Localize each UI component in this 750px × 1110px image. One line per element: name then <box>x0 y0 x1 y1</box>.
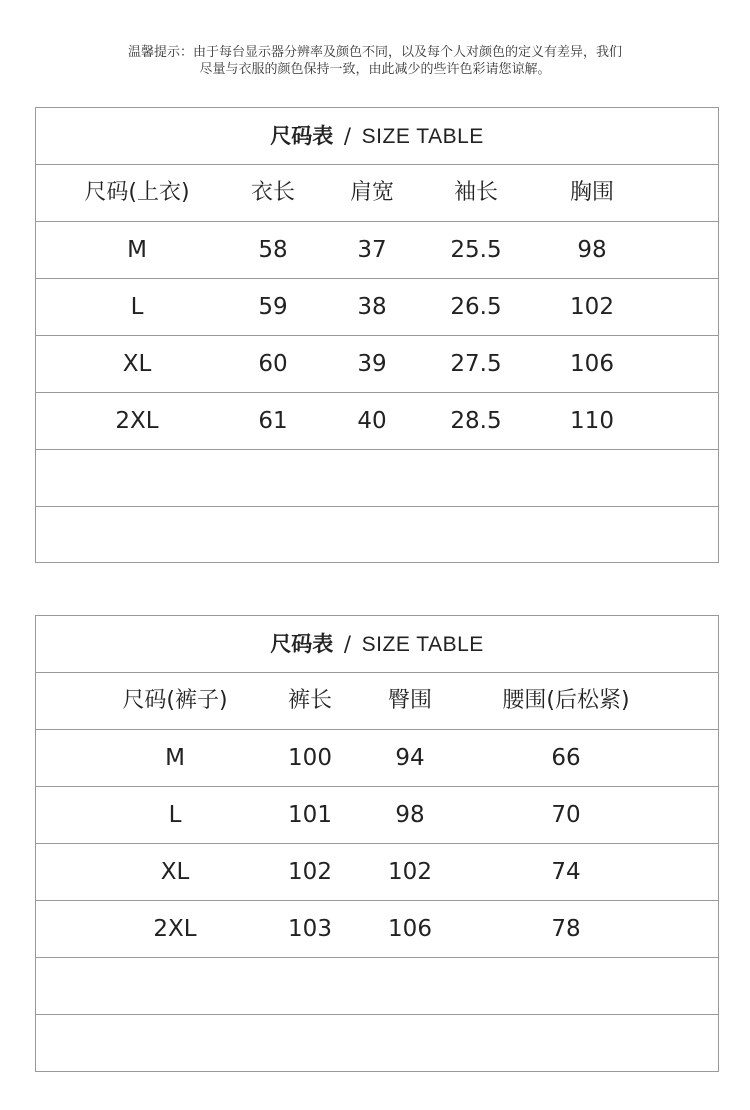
value-cell: 39 <box>357 351 387 377</box>
empty-row <box>36 1015 718 1071</box>
value-cell: 26.5 <box>450 294 502 320</box>
value-cell: 101 <box>288 802 332 828</box>
value-cell: 102 <box>570 294 614 320</box>
value-cell: 58 <box>258 237 288 263</box>
top-title-en: SIZE TABLE <box>361 125 484 148</box>
bottom-header-hip: 臀围 <box>387 688 433 713</box>
top-table-title <box>36 108 718 165</box>
top-header-sleeve: 袖长 <box>453 180 499 205</box>
bottom-size-table <box>35 615 719 1072</box>
value-cell: 70 <box>551 802 581 828</box>
table-row <box>36 393 718 450</box>
value-cell: 60 <box>258 351 288 377</box>
value-cell: 100 <box>288 745 332 771</box>
value-cell: 59 <box>258 294 288 320</box>
notice-line-1: 温馨提示：由于每台显示器分辨率及颜色不同，以及每个人对颜色的定义有差异，我们 <box>127 45 622 60</box>
top-header-length: 衣长 <box>250 180 296 205</box>
size-cell: M <box>127 237 147 263</box>
table-row <box>36 787 718 844</box>
size-cell: XL <box>122 351 152 377</box>
value-cell: 25.5 <box>450 237 502 263</box>
value-cell: 103 <box>288 916 332 942</box>
size-cell: L <box>130 294 144 320</box>
table-row <box>36 279 718 336</box>
size-cell: M <box>165 745 185 771</box>
value-cell: 40 <box>357 408 387 434</box>
size-cell: 2XL <box>115 408 159 434</box>
bottom-header-size: 尺码(裤子) <box>122 688 228 713</box>
value-cell: 78 <box>551 916 581 942</box>
value-cell: 37 <box>357 237 387 263</box>
value-cell: 94 <box>395 745 425 771</box>
top-header-chest: 胸围 <box>569 180 615 205</box>
value-cell: 102 <box>288 859 332 885</box>
bottom-header-row <box>36 673 718 730</box>
value-cell: 98 <box>577 237 607 263</box>
top-header-size: 尺码(上衣) <box>84 180 190 205</box>
table-row <box>36 730 718 787</box>
top-title-cn: 尺码表 <box>270 124 334 148</box>
value-cell: 27.5 <box>450 351 502 377</box>
notice <box>0 44 750 78</box>
value-cell: 74 <box>551 859 581 885</box>
empty-row <box>36 507 718 563</box>
top-header-row <box>36 165 718 222</box>
value-cell: 38 <box>357 294 387 320</box>
bottom-table-title <box>36 616 718 673</box>
size-cell: 2XL <box>153 916 197 942</box>
bottom-title-cn: 尺码表 <box>270 632 334 656</box>
value-cell: 98 <box>395 802 425 828</box>
bottom-header-pant-length: 裤长 <box>287 688 333 713</box>
top-header-shoulder: 肩宽 <box>349 180 395 205</box>
table-row <box>36 901 718 958</box>
value-cell: 106 <box>570 351 614 377</box>
table-row <box>36 222 718 279</box>
value-cell: 66 <box>551 745 581 771</box>
empty-row <box>36 450 718 507</box>
size-cell: XL <box>160 859 190 885</box>
size-cell: L <box>168 802 182 828</box>
table-row <box>36 844 718 901</box>
table-row <box>36 336 718 393</box>
value-cell: 28.5 <box>450 408 502 434</box>
bottom-title-en: SIZE TABLE <box>361 633 484 656</box>
bottom-title-separator: / <box>343 632 351 656</box>
top-size-table <box>35 107 719 563</box>
bottom-header-waist: 腰围(后松紧) <box>502 688 630 713</box>
notice-line-2: 尽量与衣服的颜色保持一致，由此减少的些许色彩请您谅解。 <box>199 62 551 77</box>
empty-row <box>36 958 718 1015</box>
value-cell: 110 <box>570 408 614 434</box>
value-cell: 102 <box>388 859 432 885</box>
value-cell: 106 <box>388 916 432 942</box>
top-title-separator: / <box>343 124 351 148</box>
value-cell: 61 <box>258 408 288 434</box>
